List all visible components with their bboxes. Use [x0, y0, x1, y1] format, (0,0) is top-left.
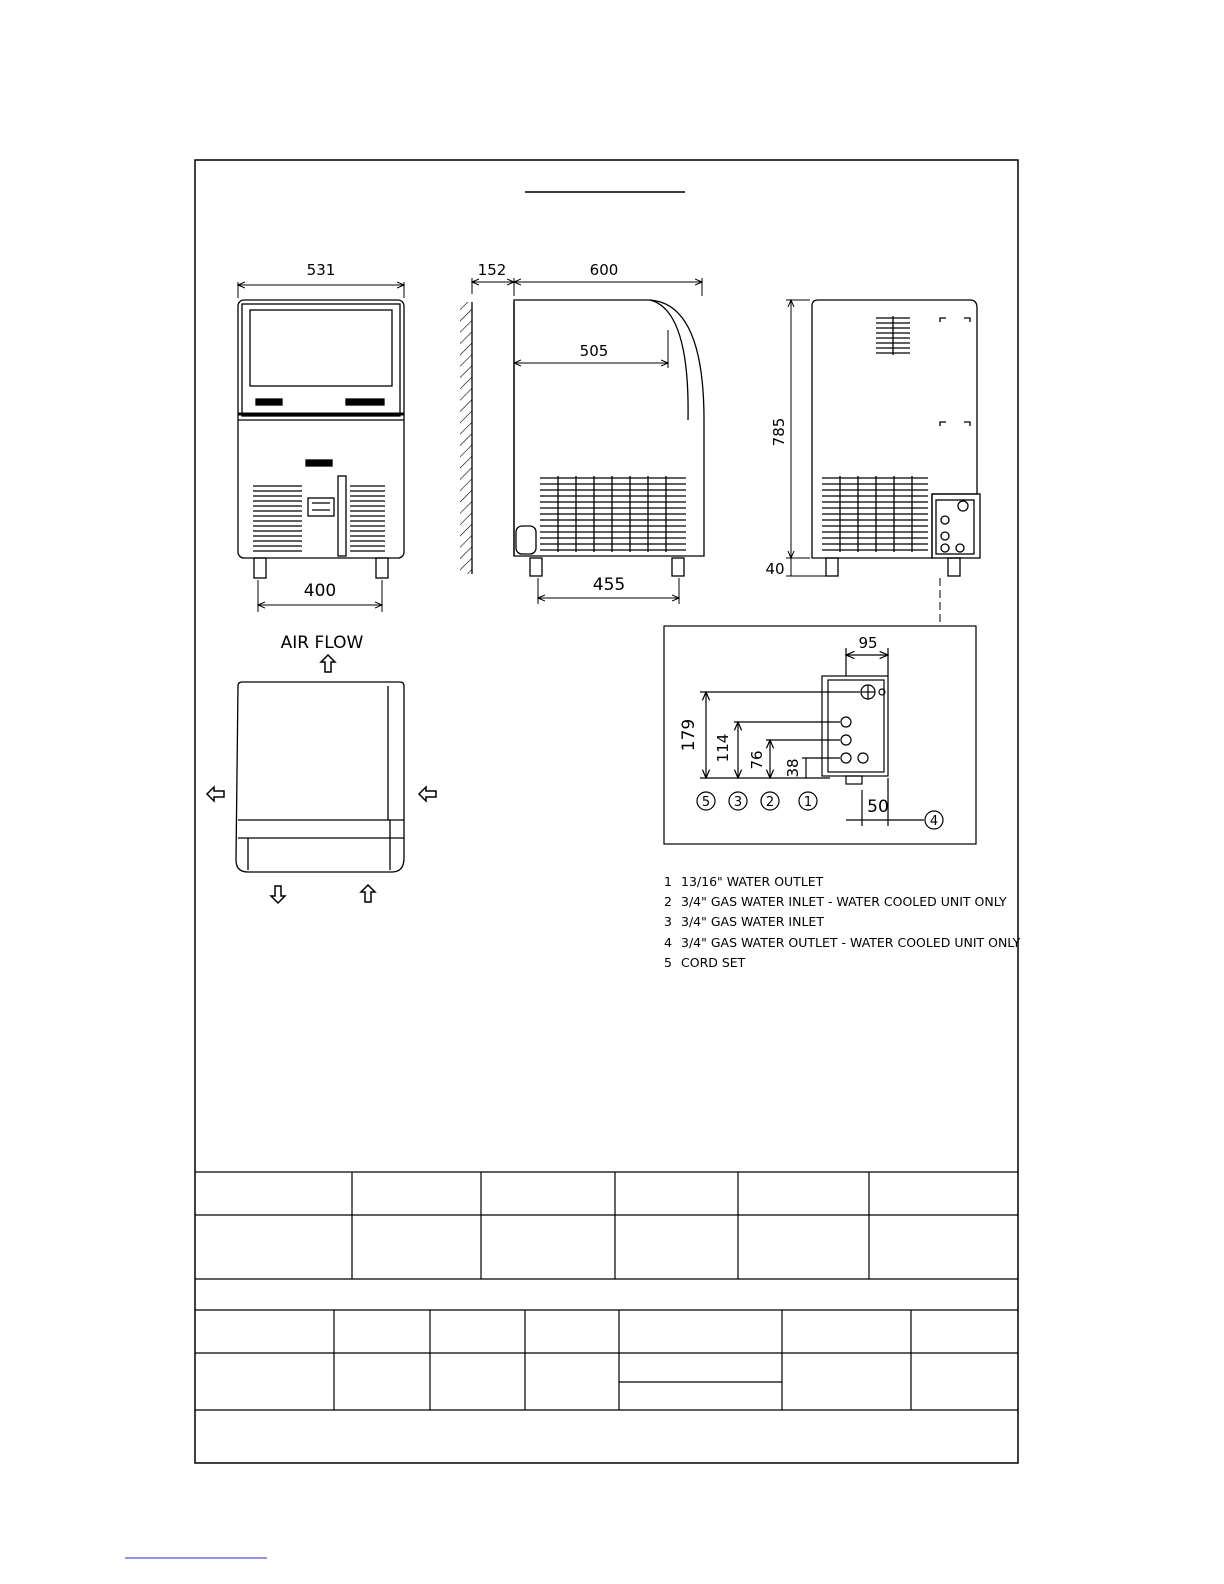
marker-2: 2	[765, 795, 775, 810]
dim-wall-gap: 152	[477, 261, 507, 279]
airflow-up-in-arrow-icon	[361, 885, 375, 902]
connection-detail	[664, 626, 976, 844]
dim-detail-offset: 50	[867, 797, 889, 817]
front-dimensions	[238, 282, 404, 612]
legend	[664, 874, 1021, 970]
legend-num: 1	[664, 874, 672, 889]
rear-top-vent	[876, 316, 910, 355]
airflow-arrows	[207, 655, 436, 903]
airflow-label: AIR FLOW	[280, 633, 364, 653]
dim-detail-76: 76	[748, 750, 766, 770]
rear-dimensions	[786, 300, 940, 626]
airflow-right-in-arrow-icon	[419, 787, 436, 801]
legend-num: 3	[664, 914, 672, 929]
marker-4: 4	[929, 814, 939, 829]
wall-hatch	[460, 302, 472, 574]
legend-num: 2	[664, 894, 672, 909]
dim-depth-inner: 505	[579, 342, 609, 360]
dim-foot-height: 40	[765, 560, 785, 578]
airflow-up-arrow-icon	[321, 655, 335, 672]
dim-depth-total: 600	[589, 261, 619, 279]
legend-text: 3/4" GAS WATER INLET - WATER COOLED UNIT ONLY	[681, 894, 1007, 909]
dim-detail-38: 38	[784, 758, 802, 778]
side-grille	[540, 476, 686, 552]
rear-grille	[822, 476, 928, 552]
dim-rear-height: 785	[770, 417, 788, 447]
front-right-grille	[350, 486, 385, 551]
airflow-left-arrow-icon	[207, 787, 224, 801]
rear-view	[812, 300, 980, 576]
dim-front-feet-width: 400	[303, 581, 337, 601]
legend-text: 3/4" GAS WATER INLET	[681, 914, 824, 929]
marker-5: 5	[701, 795, 711, 810]
dim-detail-width: 95	[858, 634, 878, 652]
marker-1: 1	[803, 795, 813, 810]
dim-side-feet-span: 455	[592, 575, 626, 595]
dim-front-width: 531	[306, 261, 336, 279]
dim-detail-114: 114	[714, 733, 732, 763]
top-view	[236, 682, 404, 872]
airflow-down-arrow-icon	[271, 886, 285, 903]
legend-text: 13/16" WATER OUTLET	[681, 874, 824, 889]
dim-detail-179: 179	[679, 718, 699, 752]
front-left-grille	[253, 486, 302, 551]
legend-num: 4	[664, 935, 672, 950]
spec-table	[195, 1172, 1018, 1410]
marker-3: 3	[733, 795, 743, 810]
control-panel	[308, 498, 334, 516]
side-dimensions	[472, 278, 702, 604]
legend-text: CORD SET	[681, 955, 746, 970]
front-view	[238, 300, 404, 578]
legend-num: 5	[664, 955, 672, 970]
legend-text: 3/4" GAS WATER OUTLET - WATER COOLED UNIT ONLY	[681, 935, 1021, 950]
